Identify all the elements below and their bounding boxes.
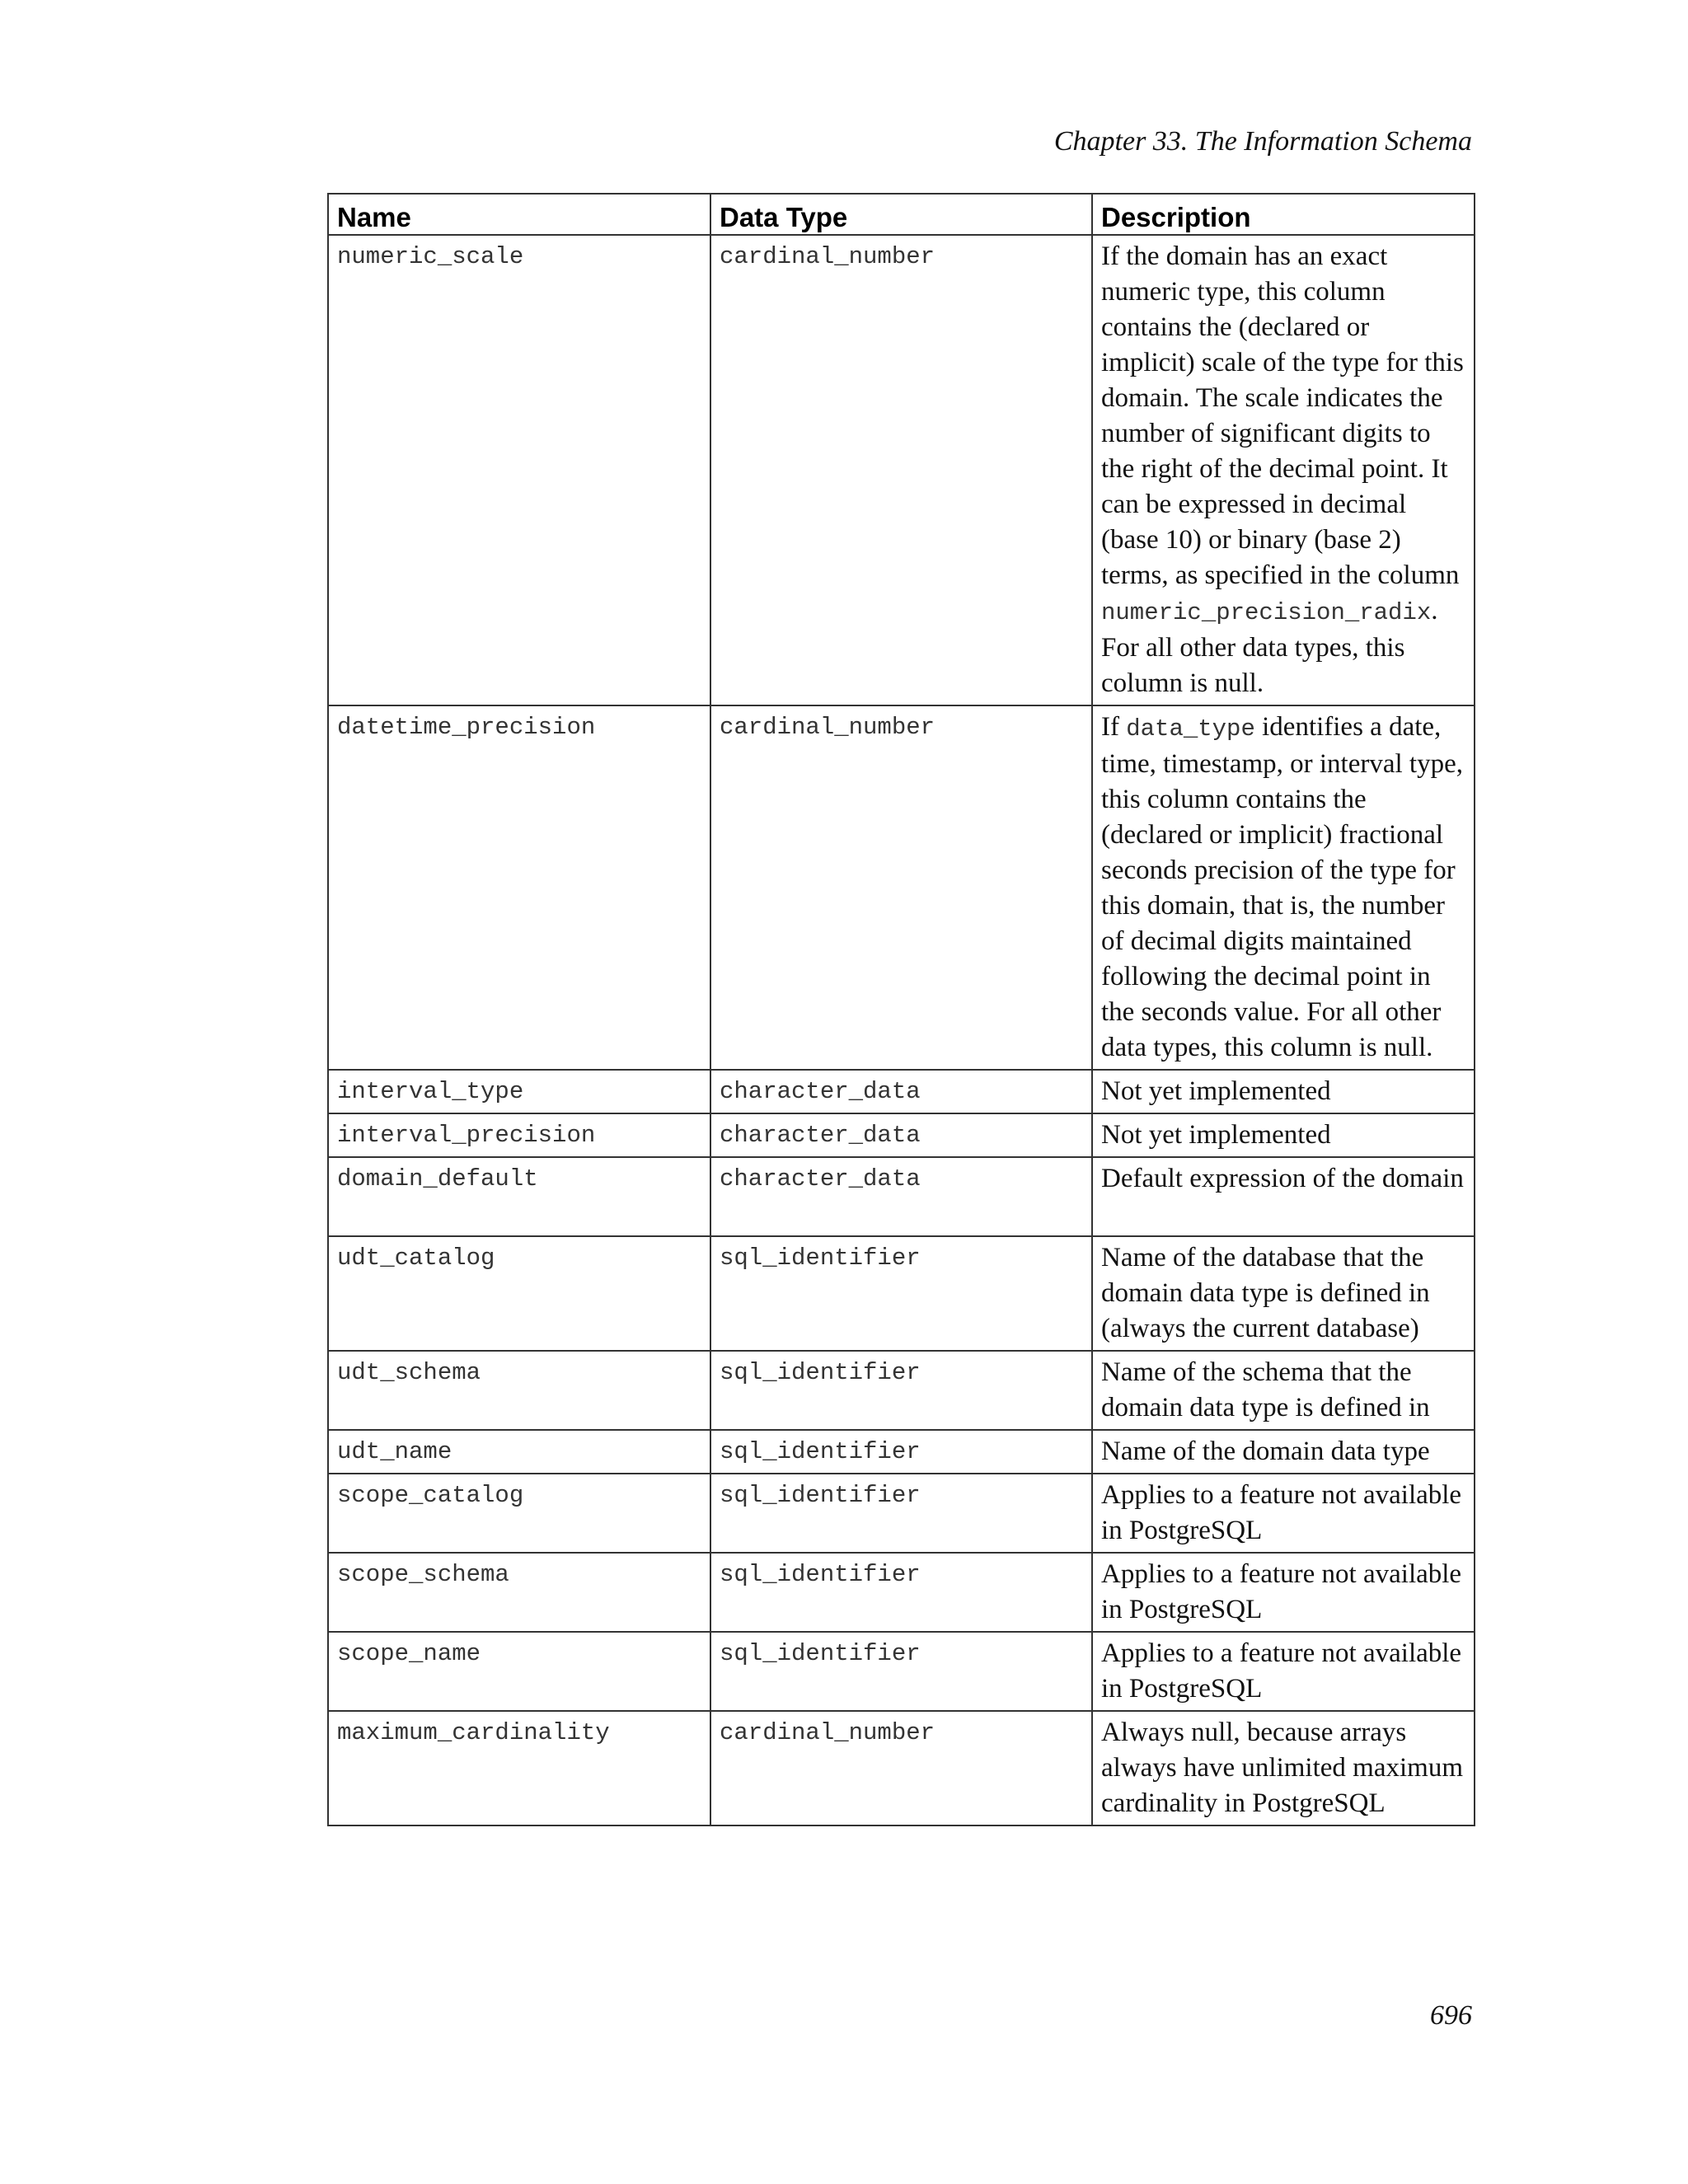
cell-name: udt_catalog <box>328 1236 710 1351</box>
cell-description: Applies to a feature not available in PostgreSQL <box>1092 1553 1475 1632</box>
table-row <box>328 1632 1475 1711</box>
cell-description: Always null, because arrays always have unlimited maximum cardinality in PostgreSQL <box>1092 1711 1475 1825</box>
cell-name: udt_schema <box>328 1351 710 1430</box>
column-header-data-type: Data Type <box>710 194 1092 235</box>
table-row <box>328 1113 1475 1157</box>
table-row <box>328 1474 1475 1553</box>
cell-data-type: cardinal_number <box>710 705 1092 1070</box>
cell-data-type: character_data <box>710 1113 1092 1157</box>
description-text: If the domain has an exact numeric type, this column contains the (declared or implicit) scale of the type for this domain. The scale indicates the number of significant digits to the right of the decimal point. It can be expressed in decimal (base 10) or binary (base 2) terms, as specified in the column <box>1101 241 1464 590</box>
cell-description: Applies to a feature not available in PostgreSQL <box>1092 1632 1475 1711</box>
domains-columns-table <box>327 193 1475 1826</box>
cell-name: scope_catalog <box>328 1474 710 1553</box>
cell-data-type: sql_identifier <box>710 1632 1092 1711</box>
column-header-name: Name <box>328 194 710 235</box>
table-header-row <box>328 194 1475 235</box>
page-number: 696 <box>1430 2000 1472 2031</box>
table-row <box>328 1070 1475 1113</box>
running-header: Chapter 33. The Information Schema <box>1053 126 1472 157</box>
cell-name: numeric_scale <box>328 235 710 705</box>
table-row <box>328 1430 1475 1474</box>
table-row <box>328 235 1475 705</box>
table-row <box>328 1711 1475 1825</box>
table-row <box>328 705 1475 1070</box>
cell-data-type: sql_identifier <box>710 1351 1092 1430</box>
cell-description: Default expression of the domain <box>1092 1157 1475 1236</box>
inline-code: data_type <box>1126 715 1255 743</box>
cell-data-type: sql_identifier <box>710 1553 1092 1632</box>
cell-data-type: sql_identifier <box>710 1474 1092 1553</box>
cell-data-type: sql_identifier <box>710 1430 1092 1474</box>
column-header-description: Description <box>1092 194 1475 235</box>
cell-name: maximum_cardinality <box>328 1711 710 1825</box>
table-row <box>328 1157 1475 1236</box>
cell-data-type: cardinal_number <box>710 1711 1092 1825</box>
cell-name: scope_name <box>328 1632 710 1711</box>
cell-description: Name of the database that the domain data type is defined in (always the current database) <box>1092 1236 1475 1351</box>
cell-data-type: cardinal_number <box>710 235 1092 705</box>
cell-description <box>1092 235 1475 705</box>
cell-data-type: character_data <box>710 1070 1092 1113</box>
table-row <box>328 1553 1475 1632</box>
inline-code: numeric_precision_radix <box>1101 599 1432 626</box>
cell-description: Name of the domain data type <box>1092 1430 1475 1474</box>
cell-description: Not yet implemented <box>1092 1113 1475 1157</box>
description-text: . For all other data types, this column is null. <box>1101 596 1438 698</box>
cell-data-type: sql_identifier <box>710 1236 1092 1351</box>
cell-description: Applies to a feature not available in PostgreSQL <box>1092 1474 1475 1553</box>
cell-name: datetime_precision <box>328 705 710 1070</box>
cell-data-type: character_data <box>710 1157 1092 1236</box>
description-text: identifies a date, time, timestamp, or interval type, this column contains the (declared or implicit) fractional seconds precision of the type for this domain, that is, the number of decimal digits maintained following the decimal point in the seconds value. For all other data types, this column is null. <box>1101 712 1463 1062</box>
table-row <box>328 1351 1475 1430</box>
cell-description: Not yet implemented <box>1092 1070 1475 1113</box>
cell-name: interval_type <box>328 1070 710 1113</box>
cell-name: interval_precision <box>328 1113 710 1157</box>
cell-name: domain_default <box>328 1157 710 1236</box>
table-row <box>328 1236 1475 1351</box>
cell-description <box>1092 705 1475 1070</box>
cell-name: udt_name <box>328 1430 710 1474</box>
description-text: If <box>1101 712 1127 742</box>
cell-description: Name of the schema that the domain data type is defined in <box>1092 1351 1475 1430</box>
cell-name: scope_schema <box>328 1553 710 1632</box>
